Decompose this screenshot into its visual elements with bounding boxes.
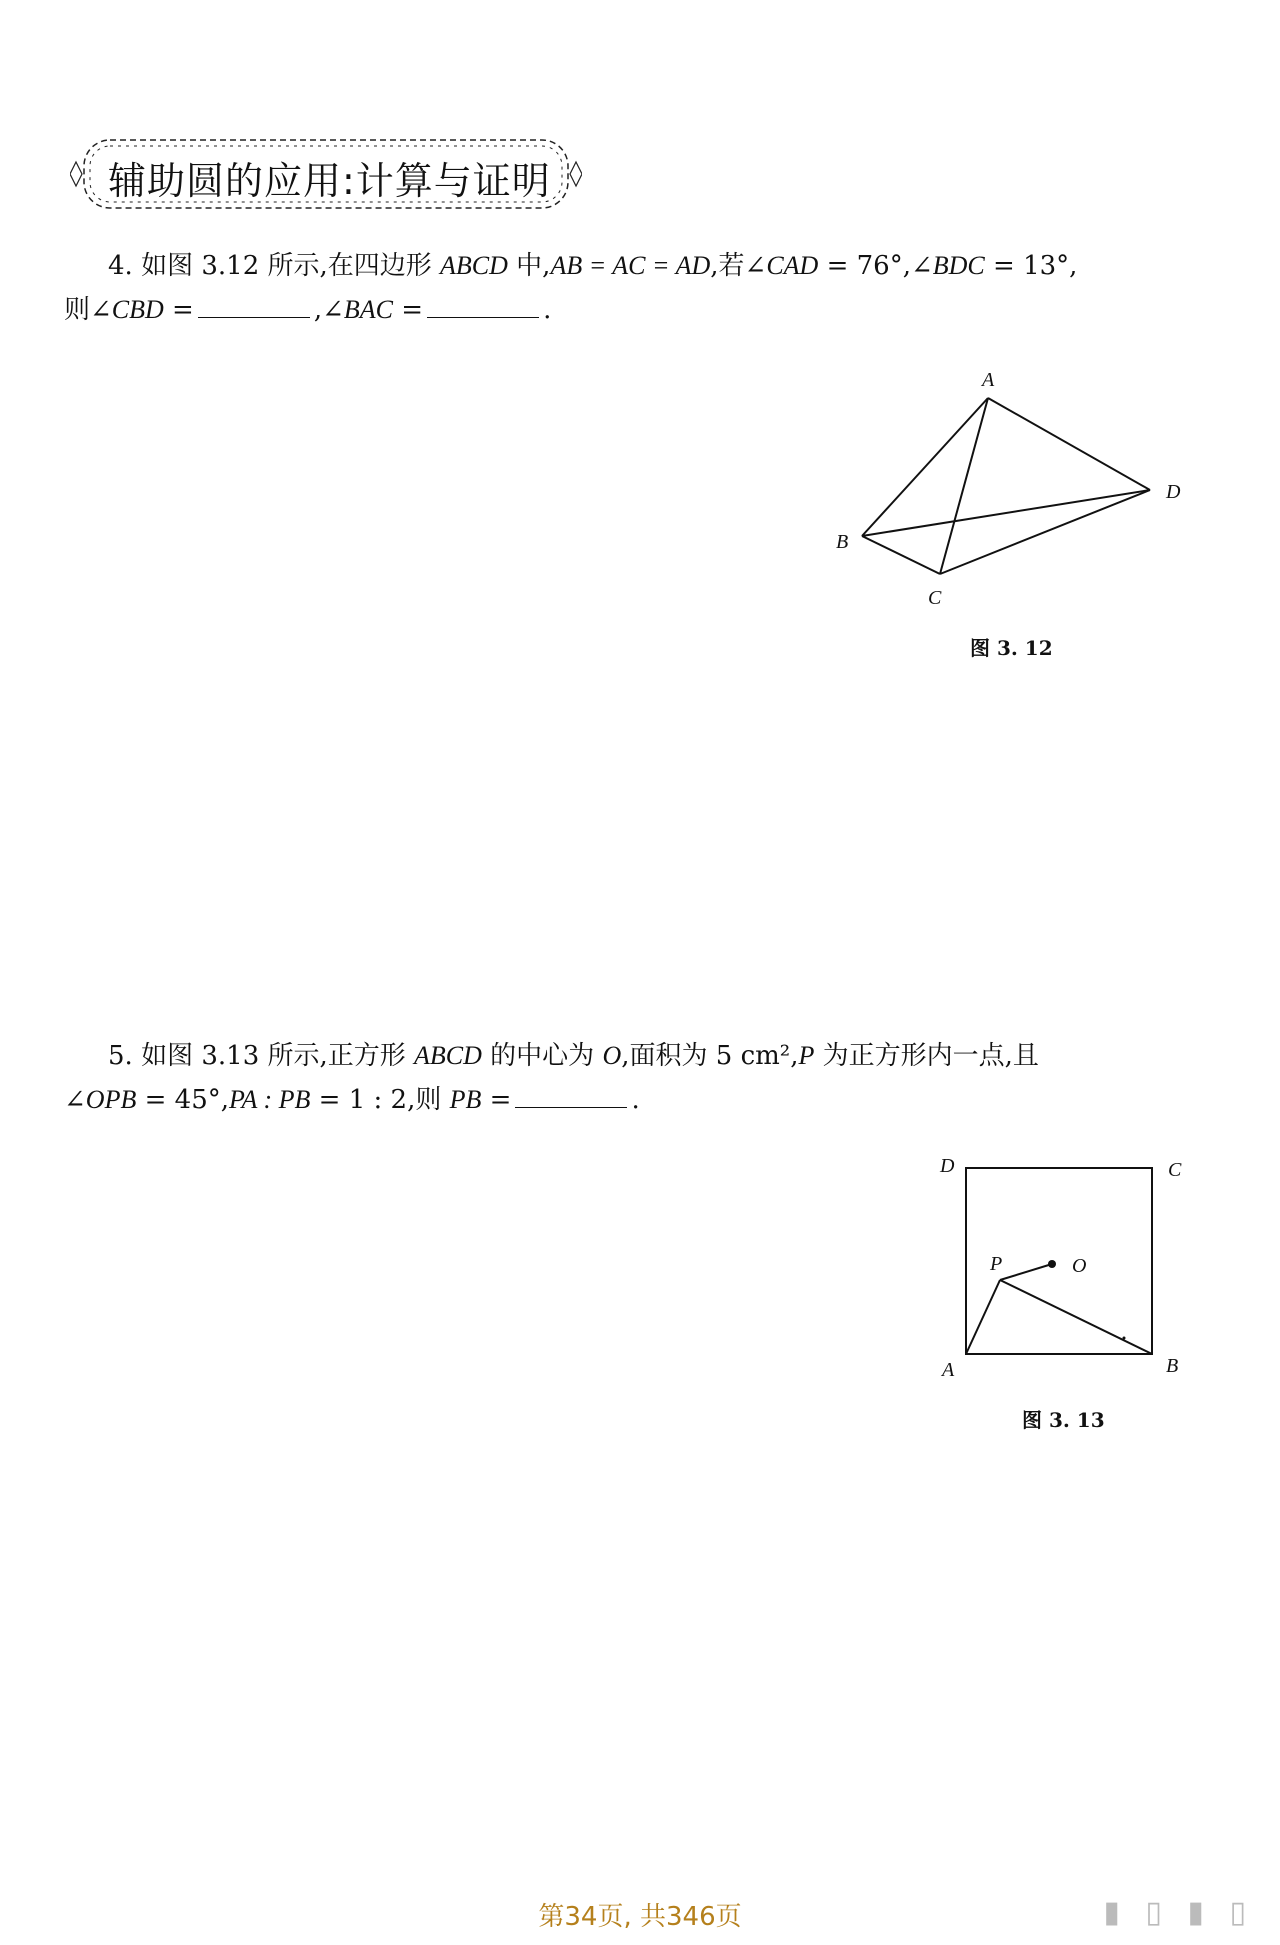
label-p: P <box>990 1253 1003 1275</box>
segment-bc <box>862 536 940 574</box>
question-4: 4. 如图 3.12 所示,在四边形 ABCD 中,AB = AC = AD,若∠CAD = 76°,∠BDC = 13°, 则∠CBD = ,∠BAC = . <box>64 251 1078 325</box>
segment-ap <box>966 1280 1000 1354</box>
figure-3-13 <box>930 1150 1200 1390</box>
answer-blank-cbd[interactable] <box>198 291 310 318</box>
label-c: C <box>1168 1159 1182 1181</box>
label-b: B <box>1166 1355 1179 1377</box>
label-d: D <box>1166 481 1181 503</box>
answer-blank-pb[interactable] <box>515 1081 627 1108</box>
figure-3-12 <box>820 360 1200 620</box>
figure-caption-3-12: 图 3. 12 <box>970 636 1053 660</box>
center-point-o <box>1048 1260 1056 1268</box>
segment-pb <box>1000 1280 1152 1354</box>
segment-bd <box>862 490 1150 536</box>
label-a: A <box>942 1359 955 1381</box>
question-5: 5. 如图 3.13 所示,正方形 ABCD 的中心为 O,面积为 5 cm²,P 为正方形内一点,且 ∠OPB = 45°,PA : PB = 1 : 2,则 PB = . <box>64 1041 1039 1115</box>
section-title: 辅助圆的应用:计算与证明 <box>108 159 551 203</box>
segment-ad <box>988 398 1150 490</box>
label-b: B <box>836 531 849 553</box>
segment-po <box>1000 1264 1052 1280</box>
segment-cd <box>940 490 1150 574</box>
label-a: A <box>982 369 995 391</box>
scroll-indicator-icon: ▮ ▯ ▮ ▯ <box>1103 1895 1254 1930</box>
dot-mark <box>1123 1337 1126 1340</box>
label-o: O <box>1072 1255 1087 1277</box>
section-title-box <box>70 132 582 216</box>
label-d: D <box>940 1155 955 1177</box>
label-c: C <box>928 587 942 609</box>
figure-caption-3-13: 图 3. 13 <box>1022 1408 1105 1432</box>
page-footer: 第34页, 共346页 <box>538 1902 742 1932</box>
answer-blank-bac[interactable] <box>427 291 539 318</box>
